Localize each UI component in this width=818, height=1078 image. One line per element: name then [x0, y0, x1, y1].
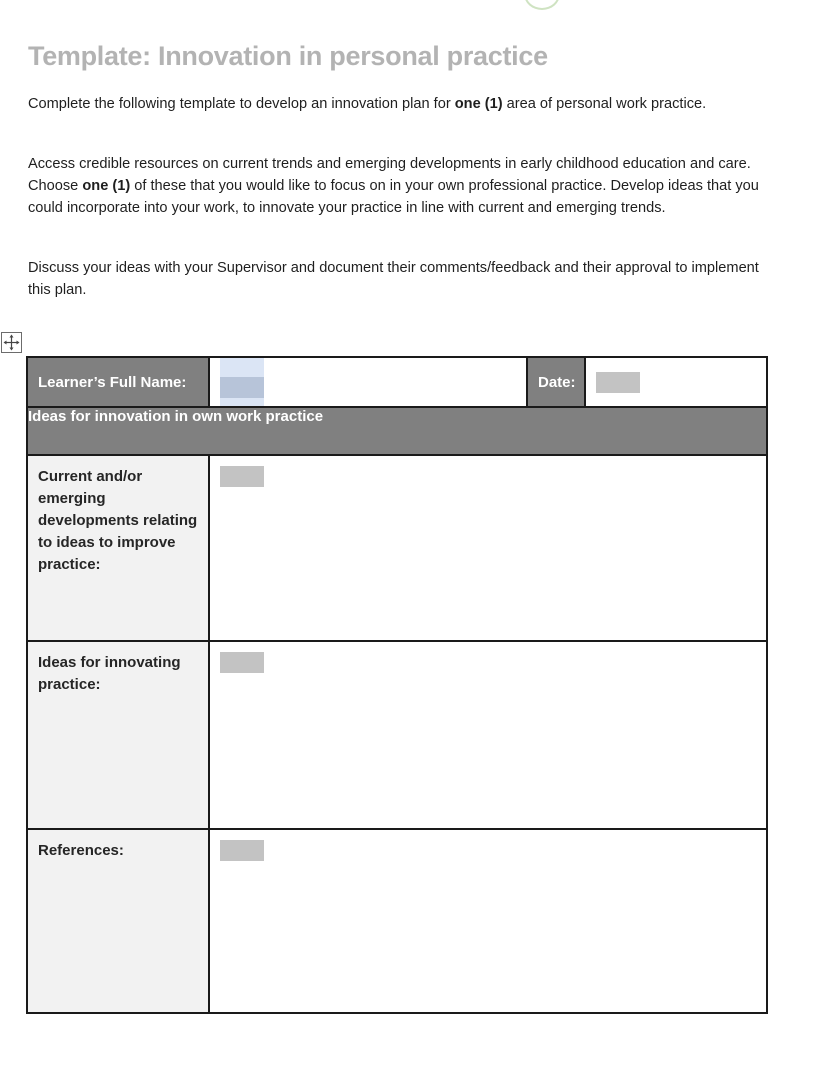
learner-name-cell[interactable] [209, 357, 527, 407]
learner-name-field[interactable] [220, 377, 264, 398]
instruction-paragraph-3: Discuss your ideas with your Supervisor and document their comments/feedback and their approval to implement this plan. [28, 260, 759, 298]
move-arrows-icon[interactable] [1, 332, 22, 353]
developments-cell[interactable] [209, 455, 767, 641]
page-title: Template: Innovation in personal practice [28, 41, 548, 71]
header-logo-fragment [524, 0, 560, 10]
learner-name-label: Learner’s Full Name: [27, 357, 209, 407]
section-header: Ideas for innovation in own work practice [27, 407, 767, 455]
references-cell[interactable] [209, 829, 767, 1013]
instruction-paragraph-2: Access credible resources on current trends and emerging developments in early childhood education and care. Choose one (1) of these that you would like to focus on in your own professional practice. Develop ideas that you could incorporate into your work, to innovate your practice in line with current and emerging trends. [28, 156, 759, 216]
instruction-paragraph-1: Complete the following template to develop an innovation plan for one (1) area of personal work practice. [28, 96, 707, 112]
date-label: Date: [527, 357, 585, 407]
references-field[interactable] [220, 840, 264, 861]
innovation-plan-table [26, 356, 768, 1014]
developments-field[interactable] [220, 466, 264, 487]
date-field[interactable] [596, 372, 640, 393]
ideas-cell[interactable] [209, 641, 767, 829]
date-cell[interactable] [585, 357, 767, 407]
ideas-field[interactable] [220, 652, 264, 673]
developments-label: Current and/or emerging developments relating to ideas to improve practice: [27, 455, 209, 641]
ideas-label: Ideas for innovating practice: [27, 641, 209, 829]
references-label: References: [27, 829, 209, 1013]
